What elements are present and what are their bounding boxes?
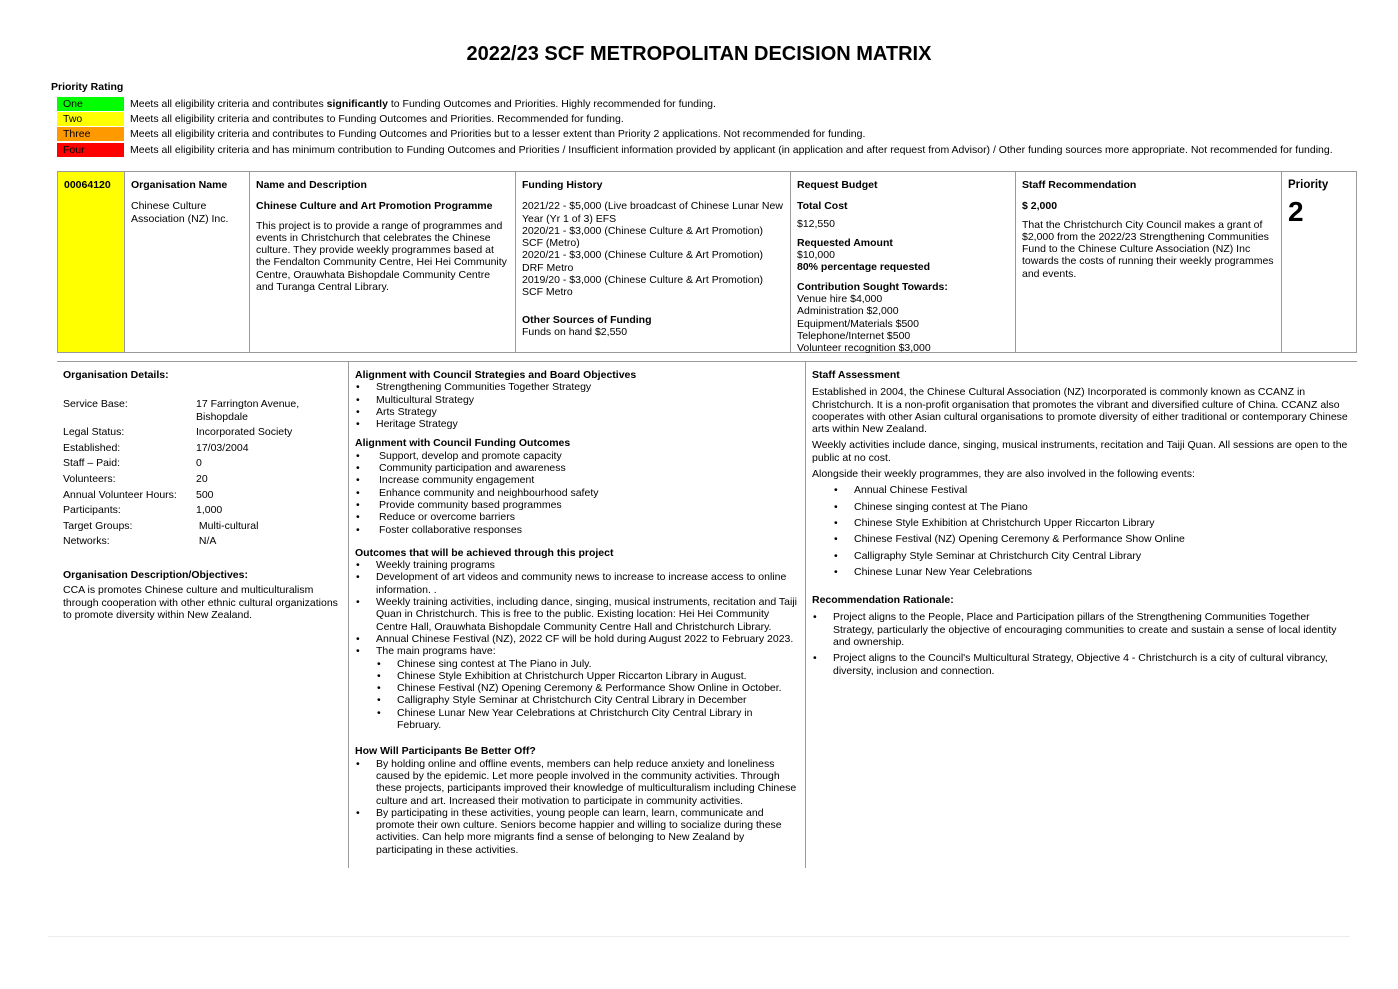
detail-row: Target Groups: Multi-cultural bbox=[63, 519, 259, 532]
organisation-description-heading: Organisation Description/Objectives: bbox=[63, 568, 248, 581]
organisation-name-header: Organisation Name bbox=[131, 179, 228, 191]
priority-row-three bbox=[57, 127, 865, 141]
percentage-requested: 80% percentage requested bbox=[797, 261, 931, 274]
list-item: • Chinese Lunar New Year Celebrations bbox=[812, 566, 1351, 578]
requested-amount-label: Requested Amount bbox=[797, 236, 893, 249]
priority-description: Meets all eligibility criteria and contributes significantly to Funding Outcomes and Priorities. Highly recommended for funding. bbox=[130, 98, 716, 110]
detail-row: Staff – Paid: 0 bbox=[63, 457, 202, 470]
project-description: This project is to provide a range of programmes and events in Christchurch that celebrates the Chinese culture. They provide weekly programmes based at the Fendalton Community Centre, Hei Hei Community Centre, Orauwhata Bishopdale Community Centre and Turanga Central Library. bbox=[256, 219, 507, 294]
achieved-outcomes-heading: Outcomes that will be achieved through this project bbox=[355, 546, 614, 559]
list-item: • Provide community based programmes bbox=[355, 499, 799, 511]
funding-history-item: 2019/20 - $3,000 (Chinese Culture & Art Promotion) SCF Metro bbox=[522, 274, 764, 299]
list-item: • Weekly training activities, including dance, singing, musical instruments, recitation and Taiji Quan in Christchurch. This is free to the public. Existing location: Hei Hei Community Centre Hall, Orauwhata Bishopdale Community Centre Hall and Christchurch Library. bbox=[355, 596, 799, 633]
funding-history-item: 2020/21 - $3,000 (Chinese Culture & Art Promotion) DRF Metro bbox=[522, 249, 764, 274]
detail-row: Legal Status: Incorporated Society bbox=[63, 426, 293, 439]
achieved-outcomes-list bbox=[355, 559, 799, 657]
main-programs-list bbox=[376, 658, 799, 732]
detail-row: Established: 17/03/2004 bbox=[63, 441, 249, 454]
footer-divider bbox=[48, 936, 1350, 937]
application-id-cell bbox=[58, 172, 125, 352]
list-item: • Community participation and awareness bbox=[355, 462, 799, 474]
list-item: • Weekly training programs bbox=[355, 559, 799, 571]
priority-description: Meets all eligibility criteria and has minimum contribution to Funding Outcomes and Priorities / Insufficient information provided by applicant (in application and after request from Advisor) / Other funding sources more appropriate. Not recommended for funding. bbox=[130, 144, 1333, 156]
requested-amount: $10,000 bbox=[797, 249, 835, 262]
application-id: 00064120 bbox=[64, 179, 111, 191]
other-sources-header: Other Sources of Funding bbox=[522, 313, 652, 326]
organisation-name-cell bbox=[125, 172, 250, 352]
list-item: • Project aligns to the People, Place and Participation pillars of the Strengthening Communities Together Strategy, particularly the objective of encouraging communities to create and sustain a sense of local identity and ownership. bbox=[812, 611, 1351, 648]
staff-recommendation-amount: $ 2,000 bbox=[1022, 200, 1058, 213]
list-item: • Support, develop and promote capacity bbox=[355, 450, 799, 462]
list-item: • By participating in these activities, young people can learn, learn, communicate and promote their own culture. Seniors become happier and willing to socialize during these activities. Can help more migrants find a sense of belonging to New Zealand by participating in these activities. bbox=[355, 807, 799, 856]
priority-cell bbox=[1282, 172, 1356, 352]
other-sources: Funds on hand $2,550 bbox=[522, 325, 628, 338]
list-item: • Multicultural Strategy bbox=[355, 394, 799, 406]
page-title: 2022/23 SCF METROPOLITAN DECISION MATRIX bbox=[466, 43, 932, 65]
total-cost-label: Total Cost bbox=[797, 200, 848, 213]
request-budget-header: Request Budget bbox=[797, 179, 878, 191]
priority-value: 2 bbox=[1288, 196, 1304, 228]
list-item: • Development of art videos and community news to increase to increase access to online information. . bbox=[355, 571, 799, 596]
list-item: • Chinese Style Exhibition at Christchurch Upper Riccarton Library bbox=[812, 517, 1351, 529]
detail-row: Participants: 1,000 bbox=[63, 504, 223, 517]
list-item: • Project aligns to the Council's Multicultural Strategy, Objective 4 - Christchurch is a city of cultural vibrancy, diversity, inclusion and connection. bbox=[812, 652, 1351, 677]
contribution-item: Telephone/Internet $500 bbox=[797, 329, 911, 342]
organisation-details-column bbox=[57, 362, 348, 868]
list-item: • Calligraphy Style Seminar at Christchurch City Central Library bbox=[812, 550, 1351, 562]
detail-row: Annual Volunteer Hours: 500 bbox=[63, 488, 214, 501]
assessment-paragraph: Alongside their weekly programmes, they are also involved in the following events: bbox=[812, 468, 1195, 481]
list-item: • Enhance community and neighbourhood safety bbox=[355, 487, 799, 499]
list-item: • Heritage Strategy bbox=[355, 418, 799, 430]
funding-history-cell bbox=[516, 172, 791, 352]
rationale-heading: Recommendation Rationale: bbox=[812, 594, 954, 607]
staff-assessment-heading: Staff Assessment bbox=[812, 369, 900, 381]
funding-history-item: 2020/21 - $3,000 (Chinese Culture & Art Promotion) SCF (Metro) bbox=[522, 224, 764, 250]
list-item: • Chinese singing contest at The Piano bbox=[812, 501, 1351, 513]
better-off-list bbox=[355, 758, 799, 856]
list-item: • By holding online and offline events, members can help reduce anxiety and loneliness caused by the epidemic. Let more people involved in the community activities. Through these projects, participants improved their knowledge of multiculturalism including Chinese culture and art. Increased their motivation to participate in community activities. bbox=[355, 758, 799, 807]
list-item: • Annual Chinese Festival (NZ), 2022 CF will be hold during August 2022 to February 2023. bbox=[355, 633, 799, 645]
list-item: • Chinese Lunar New Year Celebrations at Christchurch City Central Library in February. bbox=[376, 707, 799, 732]
priority-row-two bbox=[57, 112, 624, 126]
contribution-label: Contribution Sought Towards: bbox=[797, 280, 948, 293]
staff-recommendation-cell bbox=[1016, 172, 1282, 352]
detail-row: Service Base: 17 Farrington Avenue, Bishopdale bbox=[63, 398, 300, 423]
staff-recommendation-header: Staff Recommendation bbox=[1022, 179, 1137, 191]
organisation-details-heading: Organisation Details: bbox=[63, 369, 169, 381]
list-item: • Annual Chinese Festival bbox=[812, 484, 1351, 496]
organisation-description: CCA is promotes Chinese culture and multiculturalism through cooperation with other ethnic cultural organizations to promote diversity within New Zealand. bbox=[63, 584, 338, 621]
funding-outcomes-list bbox=[355, 450, 799, 536]
contribution-item: Volunteer recognition $3,000 bbox=[797, 342, 931, 355]
list-item: • Chinese Festival (NZ) Opening Ceremony & Performance Show Online bbox=[812, 533, 1351, 545]
priority-swatch: Three bbox=[57, 127, 124, 141]
strategies-heading: Alignment with Council Strategies and Board Objectives bbox=[355, 369, 637, 381]
alignment-column bbox=[348, 362, 806, 868]
priority-swatch: Four bbox=[57, 143, 124, 157]
list-item: • Reduce or overcome barriers bbox=[355, 511, 799, 523]
detail-row: Networks: N/A bbox=[63, 535, 217, 548]
list-item: • The main programs have: bbox=[355, 645, 799, 657]
rationale-list bbox=[812, 611, 1351, 676]
list-item: • Chinese Style Exhibition at Christchurch Upper Riccarton Library in August. bbox=[376, 670, 799, 682]
priority-swatch: Two bbox=[57, 112, 124, 126]
priority-swatch: One bbox=[57, 97, 124, 111]
list-item: • Chinese sing contest at The Piano in July. bbox=[376, 658, 799, 670]
request-budget-cell bbox=[791, 172, 1016, 355]
organisation-name: Chinese Culture Association (NZ) Inc. bbox=[131, 200, 229, 225]
staff-assessment-column bbox=[806, 362, 1357, 868]
priority-header: Priority bbox=[1288, 179, 1329, 191]
priority-row-one bbox=[57, 97, 716, 111]
details-section bbox=[57, 361, 1357, 867]
strategies-list bbox=[355, 381, 799, 430]
list-item: • Increase community engagement bbox=[355, 474, 799, 486]
funding-outcomes-heading: Alignment with Council Funding Outcomes bbox=[355, 437, 571, 450]
list-item: • Arts Strategy bbox=[355, 406, 799, 418]
staff-recommendation-text: That the Christchurch City Council makes a grant of $2,000 from the 2022/23 Strengthening Communities Fund to the Chinese Culture Association (NZ) Inc towards the costs of running their weekly programmes and events. bbox=[1022, 218, 1274, 280]
detail-row: Volunteers: 20 bbox=[63, 472, 208, 485]
priority-rating-heading: Priority Rating bbox=[51, 81, 124, 93]
contribution-item: Administration $2,000 bbox=[797, 305, 899, 318]
assessment-paragraph: Established in 2004, the Chinese Cultural Association (NZ) Incorporated is commonly known as CCANZ in Christchurch. It is a non-profit organisation that promotes the vibrant and diversified culture of China. CCANZ also cooperates with other Asian cultural organisations to promote diversity of either traditional or contemporary Chinese arts within New Zealand. bbox=[812, 386, 1348, 436]
priority-description: Meets all eligibility criteria and contributes to Funding Outcomes and Priorities. Recommended for funding. bbox=[130, 113, 624, 125]
summary-table bbox=[57, 171, 1357, 353]
events-list bbox=[812, 484, 1351, 578]
list-item: • Chinese Festival (NZ) Opening Ceremony & Performance Show Online in October. bbox=[376, 682, 799, 694]
total-cost: $12,550 bbox=[797, 217, 835, 230]
list-item: • Foster collaborative responses bbox=[355, 524, 799, 536]
better-off-heading: How Will Participants Be Better Off? bbox=[355, 745, 536, 758]
contribution-item: Equipment/Materials $500 bbox=[797, 317, 919, 330]
list-item: • Calligraphy Style Seminar at Christchurch City Central Library in December bbox=[376, 694, 799, 706]
funding-history-item: 2021/22 - $5,000 (Live broadcast of Chinese Lunar New Year (Yr 1 of 3) EFS bbox=[522, 200, 783, 225]
contribution-item: Venue hire $4,000 bbox=[797, 293, 883, 306]
list-item: • Strengthening Communities Together Strategy bbox=[355, 381, 799, 393]
name-description-header: Name and Description bbox=[256, 179, 367, 191]
funding-history-header: Funding History bbox=[522, 179, 603, 191]
project-name: Chinese Culture and Art Promotion Programme bbox=[256, 200, 493, 213]
priority-description: Meets all eligibility criteria and contributes to Funding Outcomes and Priorities but to a lesser extent than Priority 2 applications. Not recommended for funding. bbox=[130, 128, 866, 140]
name-description-cell bbox=[250, 172, 516, 352]
assessment-paragraph: Weekly activities include dance, singing, musical instruments, recitation and Taiji Quan. All sessions are open to the public at no cost. bbox=[812, 439, 1348, 464]
priority-row-four bbox=[57, 143, 1333, 157]
